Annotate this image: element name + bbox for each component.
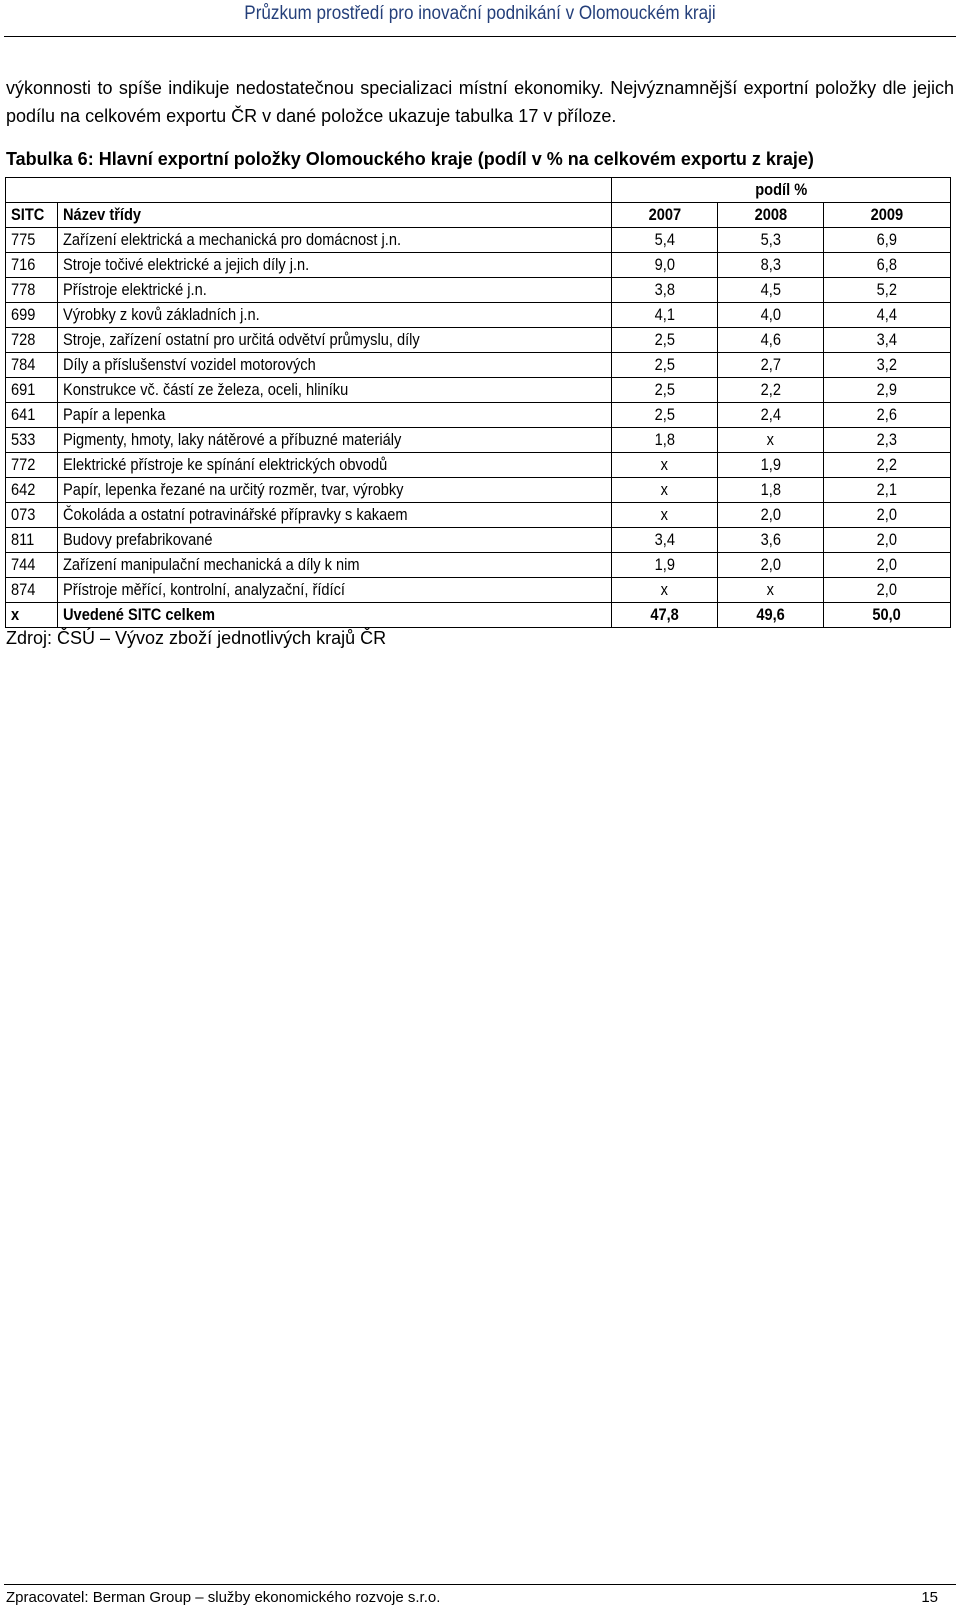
value-2009-text: 3,2 bbox=[876, 355, 898, 374]
footer-rule bbox=[4, 1584, 956, 1585]
value-2007-text: 2,5 bbox=[654, 330, 675, 349]
value-2009-text: 2,3 bbox=[876, 430, 898, 449]
value-2008-text: 1,8 bbox=[760, 480, 781, 499]
value-2009-cell bbox=[824, 403, 951, 428]
name-text: Budovy prefabrikované bbox=[63, 530, 213, 549]
name-cell bbox=[58, 303, 612, 328]
column-header-2007: 2007 bbox=[612, 203, 718, 228]
table-row bbox=[6, 578, 951, 603]
value-2009-cell bbox=[824, 578, 951, 603]
value-2007-cell bbox=[612, 228, 718, 253]
value-2008-cell bbox=[718, 328, 824, 353]
sitc-text: 784 bbox=[11, 355, 36, 374]
value-2008-cell bbox=[718, 478, 824, 503]
value-2009-text: 50,0 bbox=[872, 605, 902, 624]
value-2009-text: 2,9 bbox=[876, 380, 898, 399]
value-2007-text: x bbox=[660, 580, 669, 599]
name-cell bbox=[58, 378, 612, 403]
value-2008-text: 8,3 bbox=[760, 255, 781, 274]
value-2008-cell bbox=[718, 578, 824, 603]
name-cell bbox=[58, 453, 612, 478]
value-2008-text: 2,0 bbox=[760, 555, 781, 574]
table-row bbox=[6, 253, 951, 278]
value-2009-text: 2,2 bbox=[876, 455, 898, 474]
value-2009-text: 2,1 bbox=[876, 480, 898, 499]
column-header-name: Název třídy bbox=[58, 203, 612, 228]
name-text: Výrobky z kovů základních j.n. bbox=[63, 305, 260, 324]
value-2007-text: 2,5 bbox=[654, 380, 675, 399]
name-cell bbox=[58, 528, 612, 553]
value-2008-cell bbox=[718, 603, 824, 628]
value-2008-cell bbox=[718, 228, 824, 253]
body-paragraph: výkonnosti to spíše indikuje nedostatečnou specializaci místní ekonomiky. Nejvýznamnější exportní položky dle jejich podílu na celkovém exportu ČR v dané položce ukazuje tabulka 17 v příloze. bbox=[6, 78, 954, 126]
value-2009-cell bbox=[824, 553, 951, 578]
page-number: 15 bbox=[921, 1589, 938, 1606]
name-cell bbox=[58, 478, 612, 503]
name-cell bbox=[58, 428, 612, 453]
table-row bbox=[6, 428, 951, 453]
column-header-sitc: SITC bbox=[6, 203, 58, 228]
sitc-cell bbox=[6, 603, 58, 628]
value-2008-text: 49,6 bbox=[756, 605, 785, 624]
table-row bbox=[6, 353, 951, 378]
sitc-cell bbox=[6, 303, 58, 328]
value-2009-cell bbox=[824, 228, 951, 253]
name-text: Stroje, zařízení ostatní pro určitá odvětví průmyslu, díly bbox=[63, 330, 420, 349]
value-2009-text: 2,0 bbox=[876, 505, 898, 524]
value-2009-cell bbox=[824, 253, 951, 278]
name-cell bbox=[58, 278, 612, 303]
sitc-cell bbox=[6, 228, 58, 253]
value-2009-cell bbox=[824, 353, 951, 378]
sitc-text: 699 bbox=[11, 305, 36, 324]
name-text: Díly a příslušenství vozidel motorových bbox=[63, 355, 316, 374]
column-header-row bbox=[6, 203, 951, 228]
sitc-cell bbox=[6, 378, 58, 403]
blank-cell bbox=[6, 178, 612, 203]
value-2009-text: 3,4 bbox=[876, 330, 898, 349]
sitc-text: 772 bbox=[11, 455, 36, 474]
value-2009-text: 6,8 bbox=[876, 255, 898, 274]
name-text: Zařízení manipulační mechanická a díly k nim bbox=[63, 555, 360, 574]
value-2007-text: 4,1 bbox=[654, 305, 675, 324]
value-2009-cell bbox=[824, 603, 951, 628]
sitc-cell bbox=[6, 528, 58, 553]
name-text: Čokoláda a ostatní potravinářské přípravky s kakaem bbox=[63, 505, 408, 524]
value-2008-cell bbox=[718, 403, 824, 428]
total-row bbox=[6, 603, 951, 628]
value-2008-cell bbox=[718, 353, 824, 378]
value-2007-cell bbox=[612, 478, 718, 503]
value-2008-text: 3,6 bbox=[760, 530, 781, 549]
value-2008-cell bbox=[718, 528, 824, 553]
value-2007-text: 3,4 bbox=[654, 530, 675, 549]
sitc-text: 691 bbox=[11, 380, 36, 399]
sitc-cell bbox=[6, 578, 58, 603]
value-2007-cell bbox=[612, 578, 718, 603]
sitc-text: 642 bbox=[11, 480, 36, 499]
value-2007-text: x bbox=[660, 480, 669, 499]
sitc-cell bbox=[6, 353, 58, 378]
group-header-cell bbox=[612, 178, 951, 203]
value-2007-cell bbox=[612, 303, 718, 328]
name-text: Přístroje měřící, kontrolní, analyzační, řídící bbox=[63, 580, 345, 599]
value-2007-text: x bbox=[660, 505, 669, 524]
value-2008-text: 2,2 bbox=[760, 380, 781, 399]
value-2007-cell bbox=[612, 253, 718, 278]
sitc-cell bbox=[6, 428, 58, 453]
value-2007-text: 2,5 bbox=[654, 405, 675, 424]
table-row bbox=[6, 553, 951, 578]
name-text: Papír, lepenka řezané na určitý rozměr, tvar, výrobky bbox=[63, 480, 404, 499]
table-row bbox=[6, 378, 951, 403]
value-2009-cell bbox=[824, 303, 951, 328]
table-row bbox=[6, 503, 951, 528]
value-2009-text: 6,9 bbox=[876, 230, 898, 249]
sitc-cell bbox=[6, 553, 58, 578]
name-text: Zařízení elektrická a mechanická pro domácnost j.n. bbox=[63, 230, 402, 249]
value-2007-cell bbox=[612, 278, 718, 303]
column-header-2008: 2008 bbox=[718, 203, 824, 228]
value-2009-text: 2,0 bbox=[876, 555, 898, 574]
value-2009-cell bbox=[824, 278, 951, 303]
name-cell bbox=[58, 503, 612, 528]
name-text: Uvedené SITC celkem bbox=[63, 605, 215, 624]
value-2009-text: 2,0 bbox=[876, 530, 898, 549]
table-caption: Tabulka 6: Hlavní exportní položky Olomouckého kraje (podíl v % na celkovém exportu z kraje) bbox=[6, 149, 814, 169]
sitc-text: 533 bbox=[11, 430, 36, 449]
value-2008-cell bbox=[718, 453, 824, 478]
sitc-text: 874 bbox=[11, 580, 36, 599]
value-2008-text: 4,6 bbox=[760, 330, 781, 349]
name-cell bbox=[58, 328, 612, 353]
sitc-text: 073 bbox=[11, 505, 36, 524]
value-2008-cell bbox=[718, 503, 824, 528]
value-2009-cell bbox=[824, 478, 951, 503]
table-source: Zdroj: ČSÚ – Vývoz zboží jednotlivých krajů ČR bbox=[6, 628, 387, 648]
export-table bbox=[5, 177, 951, 628]
sitc-text: 775 bbox=[11, 230, 36, 249]
sitc-cell bbox=[6, 503, 58, 528]
value-2007-cell bbox=[612, 453, 718, 478]
table-row bbox=[6, 303, 951, 328]
running-header: Průzkum prostředí pro inovační podnikání v Olomouckém kraji bbox=[244, 3, 716, 24]
sitc-text: 716 bbox=[11, 255, 36, 274]
value-2007-text: 2,5 bbox=[654, 355, 675, 374]
value-2008-cell bbox=[718, 253, 824, 278]
value-2007-text: 1,9 bbox=[654, 555, 675, 574]
name-cell bbox=[58, 578, 612, 603]
sitc-cell bbox=[6, 328, 58, 353]
value-2009-cell bbox=[824, 503, 951, 528]
table-row bbox=[6, 528, 951, 553]
name-text: Elektrické přístroje ke spínání elektrických obvodů bbox=[63, 455, 388, 474]
value-2008-text: 4,5 bbox=[760, 280, 781, 299]
value-2007-text: 5,4 bbox=[654, 230, 675, 249]
value-2009-text: 2,0 bbox=[876, 580, 898, 599]
value-2007-text: 47,8 bbox=[650, 605, 679, 624]
column-header-2009: 2009 bbox=[824, 203, 951, 228]
value-2008-text: 2,4 bbox=[760, 405, 781, 424]
value-2008-text: x bbox=[766, 430, 775, 449]
value-2007-cell bbox=[612, 328, 718, 353]
sitc-cell bbox=[6, 453, 58, 478]
value-2007-cell bbox=[612, 353, 718, 378]
value-2008-text: x bbox=[766, 580, 775, 599]
value-2009-text: 2,6 bbox=[876, 405, 898, 424]
sitc-cell bbox=[6, 278, 58, 303]
value-2007-text: x bbox=[660, 455, 669, 474]
name-cell bbox=[58, 403, 612, 428]
table-row bbox=[6, 478, 951, 503]
value-2008-text: 4,0 bbox=[760, 305, 781, 324]
value-2007-text: 1,8 bbox=[654, 430, 675, 449]
value-2009-cell bbox=[824, 378, 951, 403]
name-text: Přístroje elektrické j.n. bbox=[63, 280, 207, 299]
table-row bbox=[6, 328, 951, 353]
name-cell bbox=[58, 228, 612, 253]
value-2008-text: 5,3 bbox=[760, 230, 781, 249]
value-2008-cell bbox=[718, 378, 824, 403]
value-2007-cell bbox=[612, 503, 718, 528]
name-cell bbox=[58, 353, 612, 378]
sitc-cell bbox=[6, 253, 58, 278]
value-2008-cell bbox=[718, 553, 824, 578]
value-2009-text: 4,4 bbox=[876, 305, 898, 324]
value-2008-text: 2,7 bbox=[760, 355, 781, 374]
table-row bbox=[6, 278, 951, 303]
name-text: Papír a lepenka bbox=[63, 405, 166, 424]
value-2009-text: 5,2 bbox=[876, 280, 898, 299]
group-header-row bbox=[6, 178, 951, 203]
value-2008-text: 2,0 bbox=[760, 505, 781, 524]
value-2008-cell bbox=[718, 303, 824, 328]
header-rule bbox=[4, 36, 956, 37]
name-text: Stroje točivé elektrické a jejich díly j.n. bbox=[63, 255, 310, 274]
value-2009-cell bbox=[824, 328, 951, 353]
name-cell bbox=[58, 253, 612, 278]
value-2008-cell bbox=[718, 278, 824, 303]
value-2007-cell bbox=[612, 428, 718, 453]
footer-publisher: Zpracovatel: Berman Group – služby ekonomického rozvoje s.r.o. bbox=[6, 1589, 441, 1606]
name-cell bbox=[58, 603, 612, 628]
table-row bbox=[6, 453, 951, 478]
value-2007-cell bbox=[612, 378, 718, 403]
sitc-text: 641 bbox=[11, 405, 36, 424]
value-2009-cell bbox=[824, 428, 951, 453]
group-header-label: podíl % bbox=[755, 180, 808, 199]
value-2007-cell bbox=[612, 553, 718, 578]
sitc-text: x bbox=[11, 605, 20, 624]
table-row bbox=[6, 228, 951, 253]
value-2009-cell bbox=[824, 453, 951, 478]
value-2007-cell bbox=[612, 403, 718, 428]
value-2007-text: 9,0 bbox=[654, 255, 675, 274]
sitc-cell bbox=[6, 403, 58, 428]
sitc-text: 744 bbox=[11, 555, 36, 574]
value-2007-text: 3,8 bbox=[654, 280, 675, 299]
sitc-text: 728 bbox=[11, 330, 36, 349]
name-cell bbox=[58, 553, 612, 578]
name-text: Konstrukce vč. částí ze železa, oceli, hliníku bbox=[63, 380, 349, 399]
sitc-text: 778 bbox=[11, 280, 36, 299]
sitc-cell bbox=[6, 478, 58, 503]
name-text: Pigmenty, hmoty, laky nátěrové a příbuzné materiály bbox=[63, 430, 402, 449]
sitc-text: 811 bbox=[11, 530, 35, 549]
value-2007-cell bbox=[612, 603, 718, 628]
value-2009-cell bbox=[824, 528, 951, 553]
value-2008-cell bbox=[718, 428, 824, 453]
table-row bbox=[6, 403, 951, 428]
value-2007-cell bbox=[612, 528, 718, 553]
value-2008-text: 1,9 bbox=[760, 455, 781, 474]
